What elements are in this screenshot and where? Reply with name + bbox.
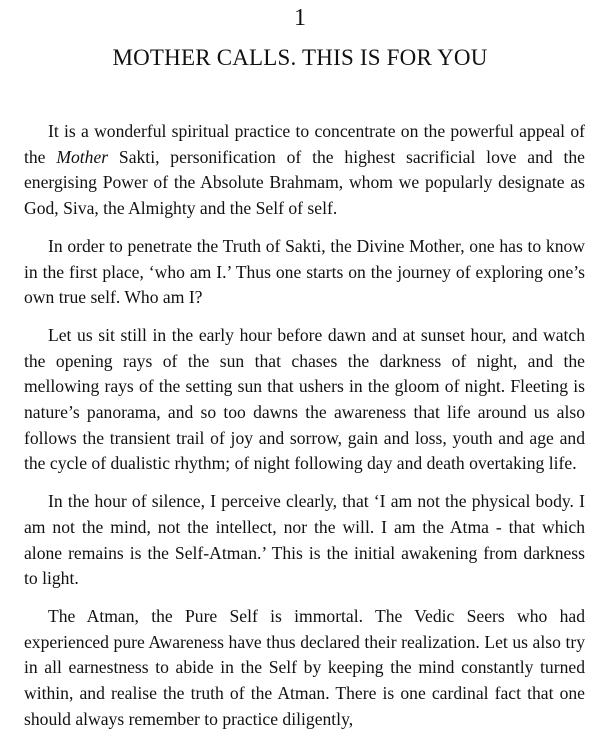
chapter-title: MOTHER CALLS. THIS IS FOR YOU [112,45,488,70]
paragraph-1-text-start: It is a wonderful spiritual practice to concentrate on the powerful appeal of the [24,121,585,167]
paragraph-1 [24,119,585,222]
paragraph-1-text-end: Sakti, personification of the highest sacrificial love and the energising Power of the Absolute Brahmam, whom we popularly designate as God, Siva, the Almighty and the Self of self. [24,146,585,219]
paragraph-3: Let us sit still in the early hour before dawn and at sunset hour, and watch the opening rays of the sun that chases the darkness of night, and the mellowing rays of the setting sun that ushers in the gloom of night. Fleeting is nature’s panorama, and so too dawns the awareness that life around us also follows the transient trail of joy and sorrow, gain and loss, youth and age and the cycle of dualistic rhythm; of night following day and death overtaking life. [24,324,585,474]
paragraph-2: In order to penetrate the Truth of Sakti, the Divine Mother, one has to know in the first place, ‘who am I.’ Thus one starts on the journey of exploring one’s own true self. Who am I? [24,235,585,308]
paragraph-1-emphasis: Mother [56,146,109,167]
paragraph-5: The Atman, the Pure Self is immortal. The Vedic Seers who had experienced pure Awareness have thus declared their realization. Let us also try in all earnestness to abide in the Self by keeping the mind constantly turned within, and realise the truth of the Atman. There is one cardinal fact that one should always remember to practice diligently, [24,605,585,729]
chapter-number: 1 [294,5,306,31]
paragraph-4: In the hour of silence, I perceive clearly, that ‘I am not the physical body. I am not the mind, not the intellect, nor the will. I am the Atma - that which alone remains is the Self-Atman.’ This is the initial awakening from darkness to light. [24,491,585,589]
chapter-body [24,119,585,744]
